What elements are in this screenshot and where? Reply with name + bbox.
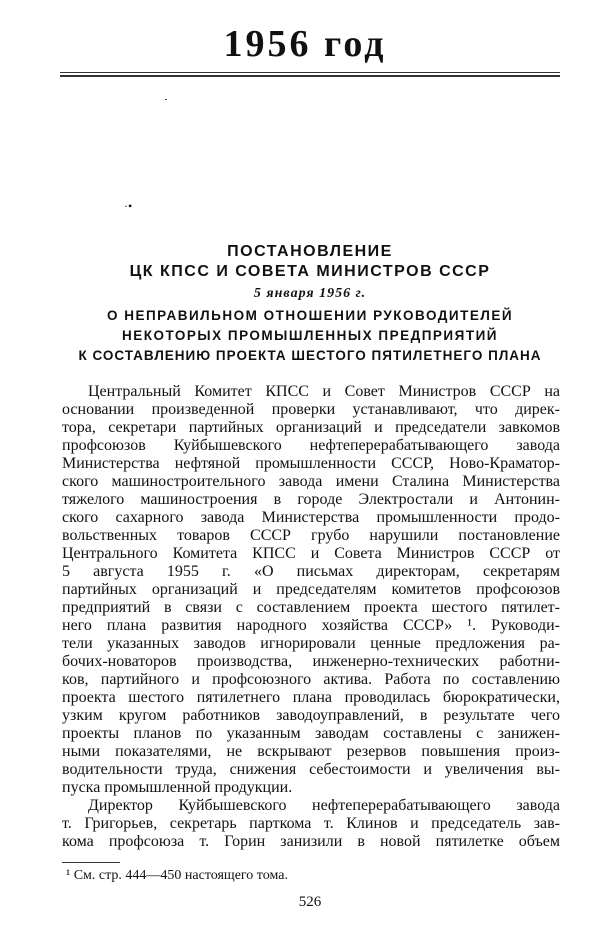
document-date: 5 января 1956 г.: [253, 286, 367, 301]
body-text: [62, 383, 560, 851]
text-line: тели указанных заводов игнорировали ценные предложения ра-: [62, 635, 560, 652]
text-line: ков, партийного и профсоюзного актива. Работа по составлению: [62, 671, 560, 688]
text-line: ского сахарного завода Министерства промышленности продо-: [62, 509, 560, 526]
issuer-heading: ЦК КПСС И СОВЕТА МИНИСТРОВ СССР: [129, 263, 491, 280]
text-line: т. Григорьев, секретарь парткома т. Клинов и председатель зав-: [62, 815, 560, 832]
text-line: Центральный Комитет КПСС и Совет Министров СССР на: [88, 383, 560, 400]
subject-line-3: К СОСТАВЛЕНИЮ ПРОЕКТА ШЕСТОГО ПЯТИЛЕТНЕГО ПЛАНА: [78, 348, 542, 363]
subject-line-1: О НЕПРАВИЛЬНОМ ОТНОШЕНИИ РУКОВОДИТЕЛЕЙ: [106, 308, 514, 323]
text-line: профсоюзов Куйбышевского нефтеперерабатывающего завода: [62, 437, 560, 454]
scan-speck: [165, 99, 167, 100]
text-line: Директор Куйбышевского нефтеперерабатывающего завода: [88, 797, 560, 814]
header-rule-double: [60, 75, 560, 77]
footnote: ¹ См. стр. 444—450 настоящего тома.: [66, 868, 288, 883]
text-line: 5 августа 1955 г. «О письмах директорам, секретарям: [62, 563, 560, 580]
header-rule: [60, 72, 560, 73]
subject-line-2: НЕКОТОРЫХ ПРОМЫШЛЕННЫХ ПРЕДПРИЯТИЙ: [122, 328, 498, 343]
text-line: него плана развития народного хозяйства СССР» ¹. Руководи-: [62, 617, 560, 634]
text-line: пуска промышленной продукции.: [62, 779, 293, 796]
text-line: Центрального Комитета КПСС и Совета Министров СССР от: [62, 545, 560, 562]
text-line: партийных организаций и председателям комитетов профсоюзов: [62, 581, 560, 598]
text-line: предприятий в связи с составлением проекта шестого пятилет-: [62, 599, 560, 616]
text-line: тора, секретари партийных организаций и председатели завкомов: [62, 419, 560, 436]
page-number: 526: [298, 894, 322, 910]
text-line: тяжелого машиностроения в городе Электростали и Антонин-: [62, 491, 560, 508]
page-header-year: 1956 год: [223, 23, 387, 65]
scan-speck: ·•: [124, 199, 133, 213]
footnote-rule: [62, 862, 120, 863]
text-line: ского машиностроительного завода имени Сталина Министерства: [62, 473, 560, 490]
document-type-heading: ПОСТАНОВЛЕНИЕ: [227, 243, 393, 260]
text-line: водительности труда, снижения себестоимости и увеличения вы-: [62, 761, 560, 778]
text-line: основании произведенной проверки устанавливают, что дирек-: [62, 401, 560, 418]
text-line: кома профсоюза т. Горин занизили в новой пятилетке объем: [62, 833, 560, 850]
text-line: бочих-новаторов производства, инженерно-технических работни-: [62, 653, 560, 670]
text-line: Министерства нефтяной промышленности СССР, Ново-Краматор-: [62, 455, 560, 472]
text-line: узким кругом работников заводоуправлений, в результате чего: [62, 707, 560, 724]
text-line: проекты планов по указанным заводам составлены с занижен-: [62, 725, 560, 742]
text-line: вольственных товаров СССР грубо нарушили постановление: [62, 527, 560, 544]
text-line: проекта шестого пятилетнего плана проводилась бюрократически,: [62, 689, 560, 706]
text-line: ными показателями, не вскрывают резервов повышения произ-: [62, 743, 560, 760]
